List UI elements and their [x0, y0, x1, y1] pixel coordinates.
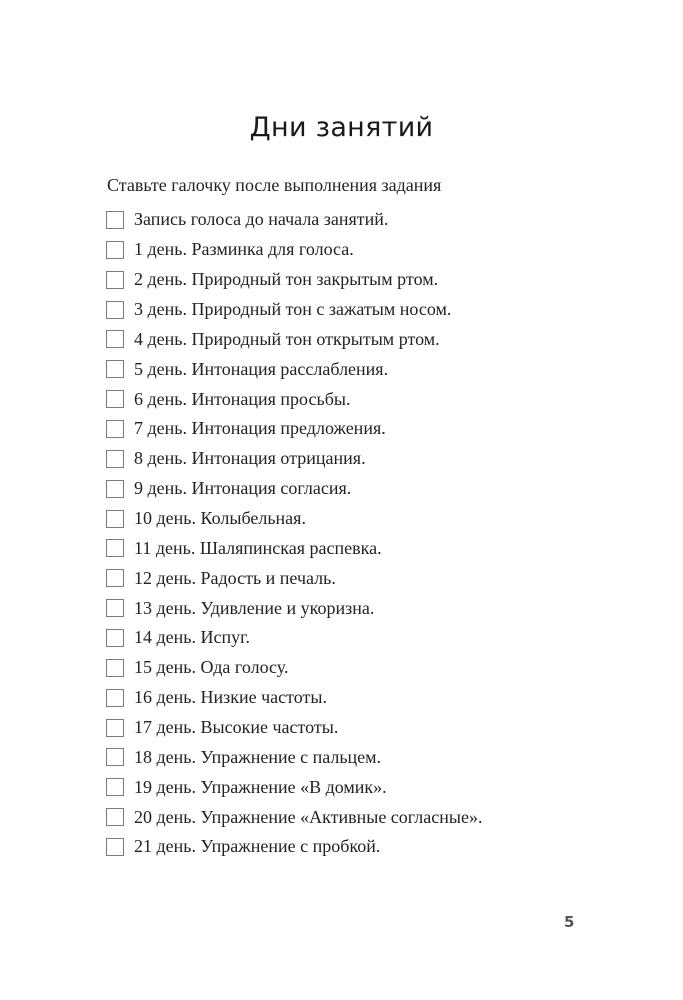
checklist-item-label: 7 день. Интонация предложения. [134, 418, 386, 439]
checklist-item-label: 12 день. Радость и печаль. [134, 567, 336, 588]
checklist-item-label: 15 день. Ода голосу. [134, 657, 289, 678]
checklist-item [106, 295, 482, 325]
checklist-item [106, 832, 482, 862]
checklist-item [106, 683, 482, 713]
checklist-item-label: 20 день. Упражнение «Активные согласные». [134, 806, 483, 827]
checkbox[interactable] [106, 301, 124, 319]
checkbox[interactable] [106, 748, 124, 766]
checklist-item-label: 17 день. Высокие частоты. [134, 717, 339, 738]
checklist-item [106, 504, 482, 534]
checklist-item [106, 444, 482, 474]
checkbox[interactable] [106, 420, 124, 438]
page-number: 5 [564, 913, 575, 931]
checklist-item-label: 6 день. Интонация просьбы. [134, 388, 351, 409]
checklist-item [106, 742, 482, 772]
checklist-item-label: 5 день. Интонация расслабления. [134, 358, 389, 379]
checklist-item [106, 384, 482, 414]
checklist-item [106, 235, 482, 265]
checklist-item [106, 563, 482, 593]
checklist-item [106, 623, 482, 653]
checklist-item-label: Запись голоса до начала занятий. [134, 209, 389, 230]
checklist-item-label: 2 день. Природный тон закрытым ртом. [134, 269, 439, 290]
checkbox[interactable] [106, 629, 124, 647]
checklist-item-label: 16 день. Низкие частоты. [134, 687, 327, 708]
checklist-item [106, 474, 482, 504]
checkbox[interactable] [106, 510, 124, 528]
checklist-item [106, 265, 482, 295]
checklist-item-label: 18 день. Упражнение с пальцем. [134, 746, 382, 767]
checklist-item [106, 653, 482, 683]
checklist-item-label: 4 день. Природный тон открытым ртом. [134, 328, 440, 349]
checklist-item [106, 593, 482, 623]
checkbox[interactable] [106, 599, 124, 617]
checklist-item [106, 324, 482, 354]
checkbox[interactable] [106, 808, 124, 826]
checklist-item [106, 205, 482, 235]
checkbox[interactable] [106, 241, 124, 259]
checklist-item [106, 772, 482, 802]
checklist-item-label: 9 день. Интонация согласия. [134, 478, 352, 499]
checkbox[interactable] [106, 838, 124, 856]
checklist-item-label: 13 день. Удивление и укоризна. [134, 597, 375, 618]
checklist-item-label: 14 день. Испуг. [134, 627, 250, 648]
instruction-text: Ставьте галочку после выполнения задания [107, 175, 442, 195]
checklist-item-label: 19 день. Упражнение «В домик». [134, 776, 387, 797]
checklist-item [106, 713, 482, 743]
checkbox[interactable] [106, 360, 124, 378]
checkbox[interactable] [106, 569, 124, 587]
checkbox[interactable] [106, 480, 124, 498]
checkbox[interactable] [106, 330, 124, 348]
checkbox[interactable] [106, 778, 124, 796]
checkbox[interactable] [106, 719, 124, 737]
checkbox[interactable] [106, 539, 124, 557]
checklist-item-label: 3 день. Природный тон с зажатым носом. [134, 299, 452, 319]
checklist-item-label: 10 день. Колыбельная. [134, 508, 306, 529]
checkbox[interactable] [106, 271, 124, 289]
checkbox[interactable] [106, 689, 124, 707]
checklist-item [106, 414, 482, 444]
checklist-item-label: 21 день. Упражнение с пробкой. [134, 836, 381, 857]
checklist-item-label: 8 день. Интонация отрицания. [134, 448, 366, 469]
checkbox[interactable] [106, 450, 124, 468]
checklist-item [106, 533, 482, 563]
checkbox[interactable] [106, 659, 124, 677]
checklist-item [106, 802, 482, 832]
checklist-item-label: 1 день. Разминка для голоса. [134, 239, 354, 260]
checklist-item-label: 11 день. Шаляпинская распевка. [134, 537, 382, 558]
checkbox[interactable] [106, 211, 124, 229]
checklist [106, 205, 482, 862]
checkbox[interactable] [106, 390, 124, 408]
checklist-item [106, 354, 482, 384]
page-title: Дни занятий [249, 112, 434, 143]
